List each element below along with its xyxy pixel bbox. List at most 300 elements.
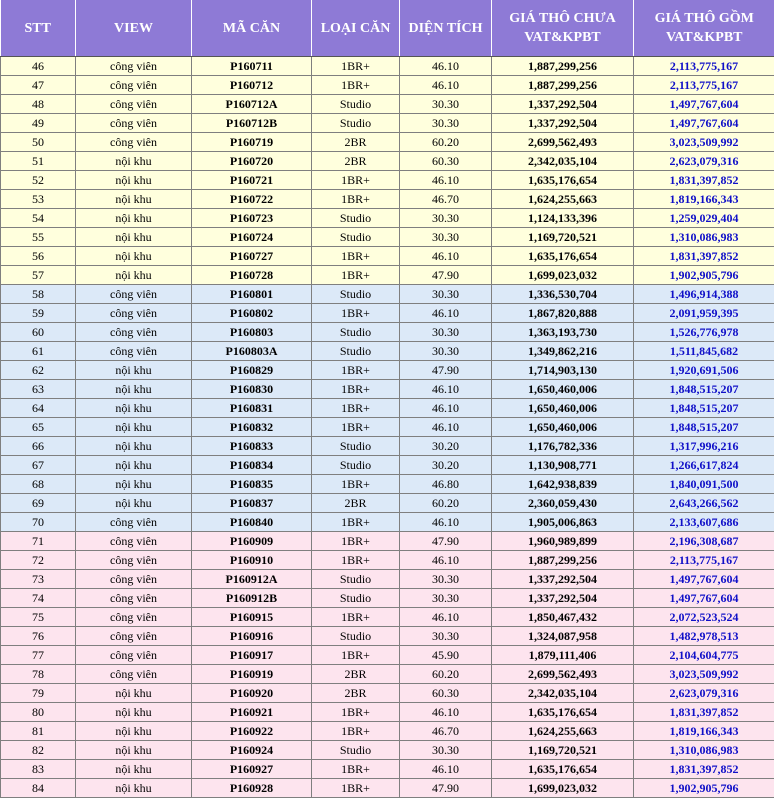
cell-price-excl-vat: 1,960,989,899 [492,532,634,551]
header-code: MÃ CĂN [192,0,312,57]
cell-stt: 46 [1,57,76,76]
cell-stt: 75 [1,608,76,627]
cell-price-incl-vat: 1,902,905,796 [634,779,774,798]
cell-type: 2BR [312,665,400,684]
cell-stt: 56 [1,247,76,266]
cell-price-excl-vat: 1,867,820,888 [492,304,634,323]
cell-price-excl-vat: 1,624,255,663 [492,722,634,741]
cell-type: 1BR+ [312,304,400,323]
cell-price-excl-vat: 1,887,299,256 [492,76,634,95]
cell-stt: 51 [1,152,76,171]
cell-price-incl-vat: 1,266,617,824 [634,456,774,475]
cell-price-excl-vat: 1,169,720,521 [492,228,634,247]
cell-stt: 48 [1,95,76,114]
header-price-incl-vat [634,0,774,57]
cell-price-incl-vat: 1,819,166,343 [634,190,774,209]
cell-stt: 78 [1,665,76,684]
cell-type: Studio [312,95,400,114]
cell-price-incl-vat: 1,497,767,604 [634,95,774,114]
cell-code: P160711 [192,57,312,76]
cell-area: 30.20 [400,456,492,475]
header-price-excl-vat-line1: GIÁ THÔ CHƯA [492,9,633,28]
table-body [1,57,774,798]
cell-code: P160909 [192,532,312,551]
cell-price-incl-vat: 1,317,996,216 [634,437,774,456]
cell-price-incl-vat: 1,831,397,852 [634,171,774,190]
cell-price-excl-vat: 1,650,460,006 [492,399,634,418]
cell-view: công viên [76,551,192,570]
cell-view: công viên [76,627,192,646]
table-row [1,722,774,741]
table-row [1,133,774,152]
cell-code: P160720 [192,152,312,171]
cell-type: Studio [312,285,400,304]
cell-code: P160724 [192,228,312,247]
cell-stt: 70 [1,513,76,532]
cell-area: 47.90 [400,779,492,798]
cell-stt: 77 [1,646,76,665]
cell-view: nội khu [76,437,192,456]
cell-view: nội khu [76,418,192,437]
table-row [1,437,774,456]
cell-price-excl-vat: 1,130,908,771 [492,456,634,475]
cell-price-incl-vat: 2,196,308,687 [634,532,774,551]
cell-price-incl-vat: 1,259,029,404 [634,209,774,228]
cell-type: 1BR+ [312,418,400,437]
table-row [1,323,774,342]
cell-stt: 63 [1,380,76,399]
table-row [1,361,774,380]
header-area: DIỆN TÍCH [400,0,492,57]
cell-view: nội khu [76,703,192,722]
cell-price-incl-vat: 1,496,914,388 [634,285,774,304]
table-row [1,399,774,418]
cell-price-incl-vat: 2,113,775,167 [634,76,774,95]
cell-code: P160928 [192,779,312,798]
cell-area: 60.20 [400,494,492,513]
cell-stt: 66 [1,437,76,456]
cell-code: P160722 [192,190,312,209]
table-row [1,684,774,703]
cell-area: 46.10 [400,513,492,532]
header-price-excl-vat-line2: VAT&KPBT [492,28,633,47]
cell-code: P160803 [192,323,312,342]
cell-code: P160927 [192,760,312,779]
cell-price-excl-vat: 2,360,059,430 [492,494,634,513]
table-row [1,342,774,361]
cell-area: 46.10 [400,247,492,266]
cell-type: Studio [312,228,400,247]
cell-price-excl-vat: 2,342,035,104 [492,152,634,171]
cell-area: 60.30 [400,684,492,703]
cell-area: 60.30 [400,152,492,171]
cell-view: công viên [76,589,192,608]
cell-code: P160919 [192,665,312,684]
cell-price-excl-vat: 2,699,562,493 [492,665,634,684]
table-row [1,190,774,209]
cell-type: Studio [312,627,400,646]
table-row [1,418,774,437]
cell-price-excl-vat: 1,337,292,504 [492,589,634,608]
cell-price-incl-vat: 1,902,905,796 [634,266,774,285]
cell-view: nội khu [76,190,192,209]
table-row [1,171,774,190]
cell-area: 60.20 [400,665,492,684]
cell-price-incl-vat: 1,310,086,983 [634,228,774,247]
cell-view: công viên [76,646,192,665]
cell-area: 30.30 [400,342,492,361]
table-row [1,456,774,475]
cell-view: nội khu [76,171,192,190]
cell-code: P160803A [192,342,312,361]
cell-price-incl-vat: 2,623,079,316 [634,152,774,171]
cell-view: nội khu [76,475,192,494]
table-row [1,551,774,570]
cell-type: Studio [312,323,400,342]
cell-area: 30.30 [400,209,492,228]
cell-stt: 64 [1,399,76,418]
cell-view: công viên [76,304,192,323]
cell-stt: 68 [1,475,76,494]
cell-stt: 53 [1,190,76,209]
cell-stt: 79 [1,684,76,703]
header-price-incl-vat-line2: VAT&KPBT [634,28,774,47]
table-row [1,608,774,627]
cell-price-excl-vat: 1,337,292,504 [492,95,634,114]
cell-stt: 69 [1,494,76,513]
cell-view: công viên [76,114,192,133]
cell-price-incl-vat: 2,072,523,524 [634,608,774,627]
cell-price-excl-vat: 1,714,903,130 [492,361,634,380]
cell-type: 1BR+ [312,646,400,665]
cell-price-excl-vat: 1,850,467,432 [492,608,634,627]
cell-stt: 52 [1,171,76,190]
cell-code: P160833 [192,437,312,456]
cell-code: P160719 [192,133,312,152]
cell-view: nội khu [76,684,192,703]
cell-price-excl-vat: 1,650,460,006 [492,418,634,437]
cell-price-excl-vat: 1,124,133,396 [492,209,634,228]
cell-type: 1BR+ [312,551,400,570]
table-row [1,76,774,95]
table-row [1,380,774,399]
table-row [1,589,774,608]
table-row [1,475,774,494]
cell-price-incl-vat: 2,091,959,395 [634,304,774,323]
cell-view: công viên [76,76,192,95]
cell-code: P160712B [192,114,312,133]
cell-price-incl-vat: 1,310,086,983 [634,741,774,760]
cell-view: nội khu [76,741,192,760]
table-row [1,95,774,114]
cell-price-incl-vat: 2,643,266,562 [634,494,774,513]
cell-code: P160912B [192,589,312,608]
cell-price-excl-vat: 1,635,176,654 [492,247,634,266]
cell-code: P160921 [192,703,312,722]
cell-stt: 57 [1,266,76,285]
cell-area: 30.30 [400,627,492,646]
cell-type: Studio [312,209,400,228]
cell-stt: 58 [1,285,76,304]
cell-area: 30.30 [400,323,492,342]
cell-area: 46.10 [400,551,492,570]
cell-code: P160834 [192,456,312,475]
cell-code: P160920 [192,684,312,703]
cell-type: 2BR [312,152,400,171]
table-row [1,285,774,304]
cell-area: 60.20 [400,133,492,152]
cell-price-excl-vat: 1,363,193,730 [492,323,634,342]
cell-view: công viên [76,133,192,152]
cell-view: công viên [76,608,192,627]
table-row [1,532,774,551]
cell-stt: 82 [1,741,76,760]
cell-type: 1BR+ [312,57,400,76]
cell-price-incl-vat: 1,497,767,604 [634,589,774,608]
cell-stt: 47 [1,76,76,95]
cell-view: nội khu [76,228,192,247]
table-row [1,304,774,323]
cell-area: 46.10 [400,304,492,323]
table-row [1,152,774,171]
cell-code: P160924 [192,741,312,760]
cell-price-incl-vat: 1,848,515,207 [634,418,774,437]
header-view: VIEW [76,0,192,57]
cell-price-excl-vat: 1,337,292,504 [492,114,634,133]
table-row [1,266,774,285]
cell-code: P160712A [192,95,312,114]
cell-price-excl-vat: 1,642,938,839 [492,475,634,494]
cell-area: 47.90 [400,532,492,551]
table-row [1,760,774,779]
cell-type: 1BR+ [312,722,400,741]
cell-type: Studio [312,437,400,456]
cell-type: Studio [312,456,400,475]
cell-stt: 74 [1,589,76,608]
cell-stt: 72 [1,551,76,570]
cell-type: 2BR [312,133,400,152]
table-row [1,703,774,722]
cell-price-excl-vat: 1,699,023,032 [492,266,634,285]
cell-area: 47.90 [400,266,492,285]
cell-price-excl-vat: 1,905,006,863 [492,513,634,532]
header-price-incl-vat-line1: GIÁ THÔ GỒM [634,9,774,28]
cell-area: 30.30 [400,228,492,247]
cell-stt: 59 [1,304,76,323]
cell-type: 1BR+ [312,76,400,95]
header-price-excl-vat [492,0,634,57]
cell-type: 1BR+ [312,361,400,380]
cell-type: Studio [312,589,400,608]
cell-stt: 49 [1,114,76,133]
cell-area: 46.70 [400,722,492,741]
cell-code: P160910 [192,551,312,570]
cell-price-excl-vat: 1,887,299,256 [492,57,634,76]
cell-price-excl-vat: 1,624,255,663 [492,190,634,209]
cell-price-incl-vat: 2,113,775,167 [634,551,774,570]
cell-stt: 65 [1,418,76,437]
cell-area: 46.10 [400,76,492,95]
cell-price-excl-vat: 2,699,562,493 [492,133,634,152]
cell-price-excl-vat: 1,336,530,704 [492,285,634,304]
cell-stt: 61 [1,342,76,361]
cell-type: 1BR+ [312,703,400,722]
cell-price-excl-vat: 1,324,087,958 [492,627,634,646]
cell-type: 1BR+ [312,760,400,779]
table-row [1,741,774,760]
cell-view: công viên [76,323,192,342]
cell-price-incl-vat: 1,848,515,207 [634,380,774,399]
cell-price-incl-vat: 1,848,515,207 [634,399,774,418]
cell-price-excl-vat: 1,169,720,521 [492,741,634,760]
cell-price-excl-vat: 1,635,176,654 [492,703,634,722]
cell-area: 30.30 [400,95,492,114]
cell-code: P160917 [192,646,312,665]
cell-stt: 60 [1,323,76,342]
cell-type: Studio [312,114,400,133]
table-row [1,570,774,589]
cell-price-incl-vat: 1,831,397,852 [634,247,774,266]
cell-view: nội khu [76,722,192,741]
cell-type: 1BR+ [312,171,400,190]
cell-area: 46.10 [400,760,492,779]
cell-code: P160712 [192,76,312,95]
cell-stt: 67 [1,456,76,475]
cell-view: nội khu [76,247,192,266]
cell-type: 1BR+ [312,779,400,798]
cell-code: P160829 [192,361,312,380]
cell-type: 1BR+ [312,380,400,399]
cell-view: nội khu [76,494,192,513]
cell-code: P160721 [192,171,312,190]
cell-code: P160801 [192,285,312,304]
cell-price-incl-vat: 2,113,775,167 [634,57,774,76]
cell-stt: 50 [1,133,76,152]
cell-price-incl-vat: 1,482,978,513 [634,627,774,646]
cell-type: 1BR+ [312,513,400,532]
table-row [1,209,774,228]
cell-view: nội khu [76,380,192,399]
cell-price-incl-vat: 1,526,776,978 [634,323,774,342]
cell-type: Studio [312,342,400,361]
cell-view: công viên [76,57,192,76]
cell-type: 2BR [312,684,400,703]
cell-code: P160802 [192,304,312,323]
table-row [1,247,774,266]
cell-view: nội khu [76,209,192,228]
cell-price-excl-vat: 1,635,176,654 [492,171,634,190]
cell-area: 30.20 [400,437,492,456]
cell-area: 46.10 [400,380,492,399]
table-row [1,114,774,133]
cell-area: 46.10 [400,703,492,722]
cell-code: P160835 [192,475,312,494]
cell-view: nội khu [76,266,192,285]
cell-view: nội khu [76,760,192,779]
cell-stt: 83 [1,760,76,779]
cell-code: P160727 [192,247,312,266]
cell-code: P160912A [192,570,312,589]
table-row [1,228,774,247]
cell-type: Studio [312,570,400,589]
cell-price-excl-vat: 1,887,299,256 [492,551,634,570]
table-row [1,57,774,76]
cell-price-excl-vat: 2,342,035,104 [492,684,634,703]
cell-type: 1BR+ [312,399,400,418]
cell-area: 46.10 [400,171,492,190]
cell-stt: 62 [1,361,76,380]
cell-type: 1BR+ [312,247,400,266]
cell-code: P160831 [192,399,312,418]
cell-price-excl-vat: 1,699,023,032 [492,779,634,798]
cell-view: nội khu [76,361,192,380]
cell-type: 1BR+ [312,475,400,494]
cell-stt: 55 [1,228,76,247]
cell-price-excl-vat: 1,349,862,216 [492,342,634,361]
cell-view: nội khu [76,456,192,475]
cell-price-excl-vat: 1,635,176,654 [492,760,634,779]
cell-price-incl-vat: 1,840,091,500 [634,475,774,494]
cell-area: 45.90 [400,646,492,665]
cell-code: P160915 [192,608,312,627]
cell-area: 30.30 [400,741,492,760]
cell-stt: 71 [1,532,76,551]
cell-stt: 54 [1,209,76,228]
table-row [1,665,774,684]
cell-code: P160840 [192,513,312,532]
cell-price-excl-vat: 1,337,292,504 [492,570,634,589]
cell-price-incl-vat: 1,819,166,343 [634,722,774,741]
cell-area: 46.10 [400,399,492,418]
table-row [1,513,774,532]
cell-area: 46.70 [400,190,492,209]
cell-view: công viên [76,665,192,684]
cell-code: P160832 [192,418,312,437]
cell-type: 1BR+ [312,190,400,209]
cell-price-incl-vat: 3,023,509,992 [634,133,774,152]
cell-area: 30.30 [400,285,492,304]
cell-view: nội khu [76,399,192,418]
cell-code: P160728 [192,266,312,285]
cell-stt: 84 [1,779,76,798]
header-type: LOẠI CĂN [312,0,400,57]
cell-price-incl-vat: 1,497,767,604 [634,114,774,133]
cell-price-incl-vat: 1,831,397,852 [634,760,774,779]
cell-view: công viên [76,532,192,551]
cell-price-incl-vat: 2,104,604,775 [634,646,774,665]
cell-view: công viên [76,342,192,361]
cell-price-excl-vat: 1,176,782,336 [492,437,634,456]
header-stt: STT [1,0,76,57]
cell-code: P160916 [192,627,312,646]
cell-type: 1BR+ [312,608,400,627]
cell-type: 1BR+ [312,266,400,285]
cell-price-incl-vat: 2,133,607,686 [634,513,774,532]
cell-view: nội khu [76,152,192,171]
cell-view: công viên [76,285,192,304]
cell-view: nội khu [76,779,192,798]
cell-price-excl-vat: 1,650,460,006 [492,380,634,399]
cell-stt: 80 [1,703,76,722]
cell-price-excl-vat: 1,879,111,406 [492,646,634,665]
cell-code: P160723 [192,209,312,228]
cell-view: công viên [76,95,192,114]
cell-code: P160837 [192,494,312,513]
cell-type: 2BR [312,494,400,513]
table-row [1,494,774,513]
cell-area: 30.30 [400,589,492,608]
cell-price-incl-vat: 2,623,079,316 [634,684,774,703]
